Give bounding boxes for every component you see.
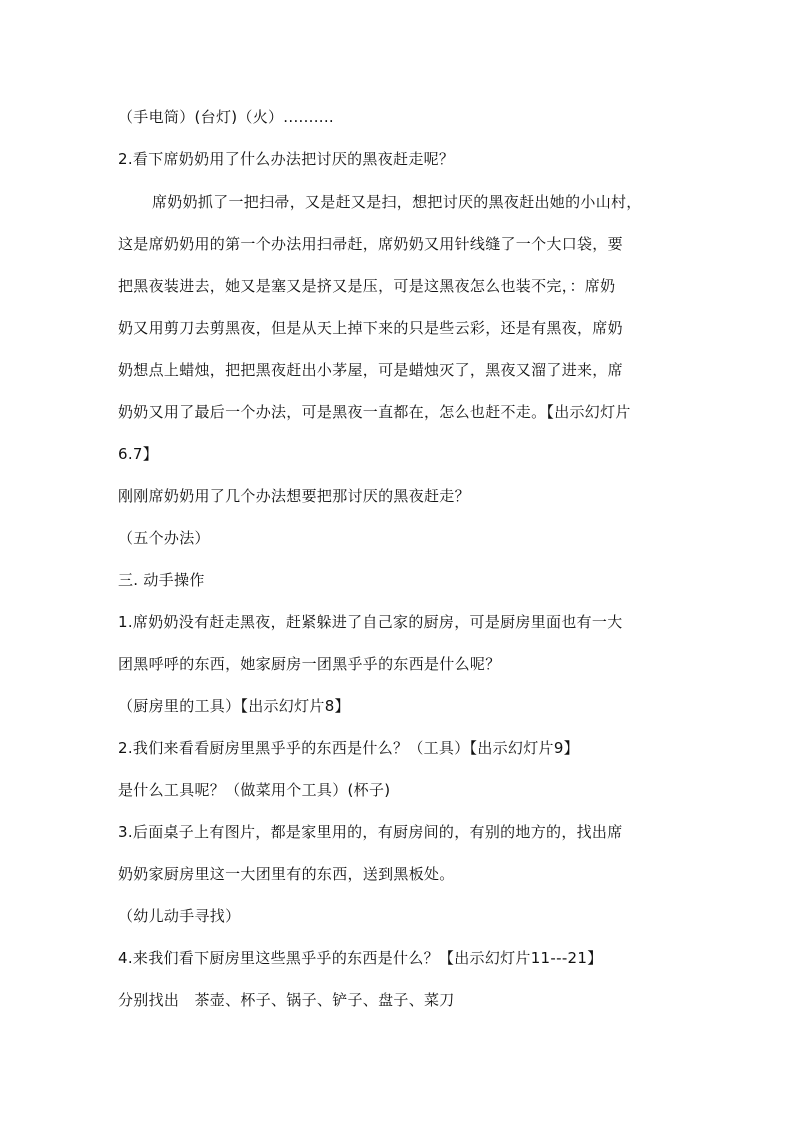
text-line-11: （五个办法）: [118, 529, 210, 547]
text-line-18: 3.后面桌子上有图片，都是家里用的，有厨房间的，有别的地方的，找出席: [118, 823, 623, 841]
text-line-10: 刚刚席奶奶用了几个办法想要把那讨厌的黑夜赶走？: [118, 487, 470, 505]
text-line-8: 奶奶又用了最后一个办法，可是黑夜一直都在，怎么也赶不走。【出示幻灯片: [118, 403, 631, 421]
text-line-16: 2.我们来看看厨房里黑乎乎的东西是什么？（工具）【出示幻灯片9】: [118, 739, 579, 757]
text-line-20: （幼儿动手寻找）: [118, 907, 241, 925]
text-line-14: 团黑呼呼的东西，她家厨房一团黑乎乎的东西是什么呢？: [118, 655, 501, 673]
text-line-4: 这是席奶奶用的第一个办法用扫帚赶，席奶奶又用针线缝了一个大口袋，要: [118, 235, 623, 253]
text-line-6: 奶又用剪刀去剪黑夜，但是从天上掉下来的只是些云彩，还是有黑夜，席奶: [118, 319, 623, 337]
text-line-3: 席奶奶抓了一把扫帚，又是赶又是扫，想把讨厌的黑夜赶出她的小山村，: [152, 193, 642, 211]
text-line-7: 奶想点上蜡烛，把把黑夜赶出小茅屋，可是蜡烛灭了，黑夜又溜了进来，席: [118, 361, 623, 379]
section-heading: 三. 动手操作: [118, 571, 205, 589]
text-line-1: （手电筒）(台灯)（火）..........: [118, 108, 334, 126]
text-line-15: （厨房里的工具）【出示幻灯片8】: [118, 697, 350, 715]
text-line-9: 6.7】: [118, 445, 159, 463]
text-line-22: 分别找出 茶壶、杯子、锅子、铲子、盘子、菜刀: [118, 991, 455, 1009]
text-line-19: 奶奶家厨房里这一大团里有的东西，送到黑板处。: [118, 865, 455, 883]
text-line-2: 2.看下席奶奶用了什么办法把讨厌的黑夜赶走呢？: [118, 150, 455, 168]
text-line-13: 1.席奶奶没有赶走黑夜，赶紧躲进了自己家的厨房，可是厨房里面也有一大: [118, 613, 623, 631]
text-line-17: 是什么工具呢？（做菜用个工具）(杯子): [118, 781, 391, 799]
text-line-21: 4.来我们看下厨房里这些黑乎乎的东西是什么？【出示幻灯片11---21】: [118, 949, 603, 967]
text-line-5: 把黑夜装进去，她又是塞又是挤又是压，可是这黑夜怎么也装不完，：席奶: [118, 277, 616, 295]
